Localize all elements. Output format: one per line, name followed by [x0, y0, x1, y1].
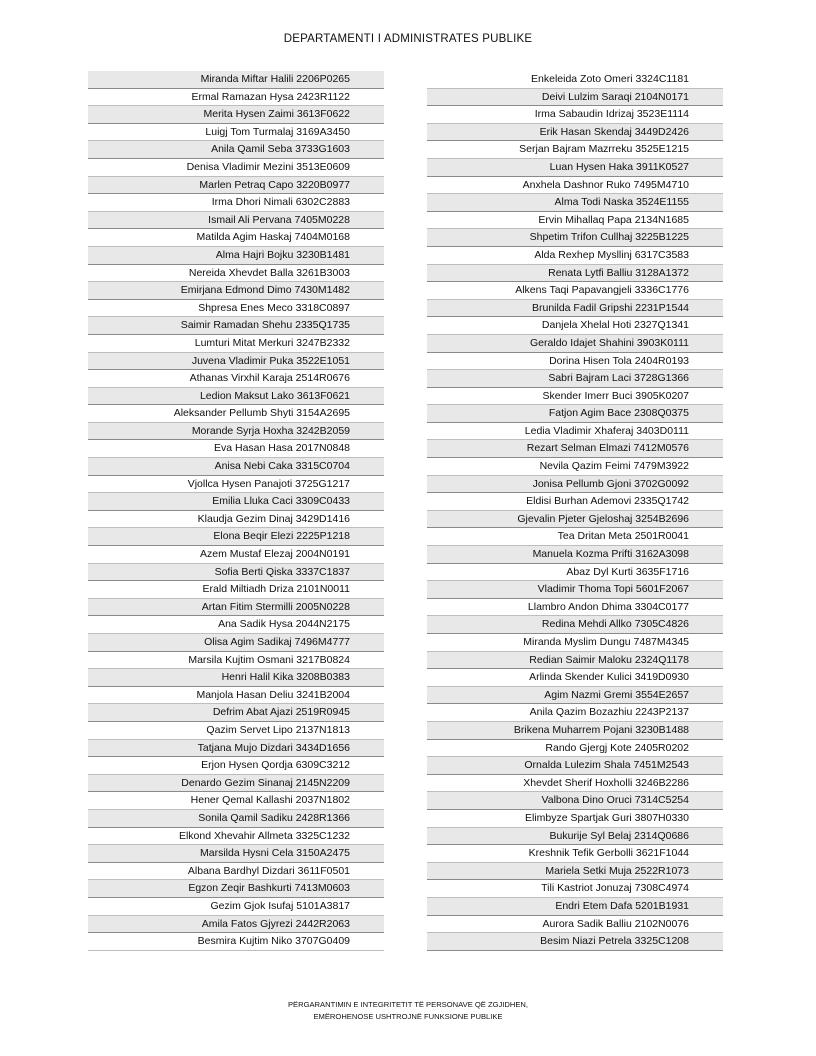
list-item: Merita Hysen Zaimi 3613F0622	[88, 106, 384, 124]
list-item: Agim Nazmi Gremi 3554E2657	[427, 687, 723, 705]
list-item: Artan Fitim Stermilli 2005N0228	[88, 599, 384, 617]
list-item: Deivi Lulzim Saraqi 2104N0171	[427, 89, 723, 107]
list-item: Redina Mehdi Allko 7305C4826	[427, 616, 723, 634]
list-item: Nevila Qazim Feimi 7479M3922	[427, 458, 723, 476]
list-item: Marsila Kujtim Osmani 3217B0824	[88, 652, 384, 670]
footer-line-1: PËRGARANTIMIN E INTEGRITETIT TË PERSONAVE QË ZGJIDHEN,	[287, 1000, 529, 1009]
list-item: Eldisi Burhan Ademovi 2335Q1742	[427, 493, 723, 511]
list-item: Athanas Virxhil Karaja 2514R0676	[88, 370, 384, 388]
list-item: Besmira Kujtim Niko 3707G0409	[88, 933, 384, 951]
list-item: Elkond Xhevahir Allmeta 3325C1232	[88, 828, 384, 846]
list-item: Renata Lytfi Balliu 3128A1372	[427, 265, 723, 283]
list-item: Eva Hasan Hasa 2017N0848	[88, 440, 384, 458]
page-title: DEPARTAMENTI I ADMINISTRATES PUBLIKE	[283, 33, 533, 45]
list-item: Morande Syrja Hoxha 3242B2059	[88, 423, 384, 441]
list-item: Rezart Selman Elmazi 7412M0576	[427, 440, 723, 458]
list-item: Denardo Gezim Sinanaj 2145N2209	[88, 775, 384, 793]
list-item: Anila Qazim Bozazhiu 2243P2137	[427, 704, 723, 722]
list-item: Jonisa Pellumb Gjoni 3702G0092	[427, 476, 723, 494]
list-item: Elimbyze Spartjak Guri 3807H0330	[427, 810, 723, 828]
list-item: Brikena Muharrem Pojani 3230B1488	[427, 722, 723, 740]
list-item: Ledia Vladimir Xhaferaj 3403D0111	[427, 423, 723, 441]
list-item: Elona Beqir Elezi 2225P1218	[88, 528, 384, 546]
list-item: Ermal Ramazan Hysa 2423R1122	[88, 89, 384, 107]
list-item: Danjela Xhelal Hoti 2327Q1341	[427, 317, 723, 335]
list-item: Tatjana Mujo Dizdari 3434D1656	[88, 740, 384, 758]
list-item: Alkens Taqi Papavangjeli 3336C1776	[427, 282, 723, 300]
list-item: Albana Bardhyl Dizdari 3611F0501	[88, 863, 384, 881]
list-item: Erik Hasan Skendaj 3449D2426	[427, 124, 723, 142]
list-item: Emirjana Edmond Dimo 7430M1482	[88, 282, 384, 300]
list-item: Luigj Tom Turmalaj 3169A3450	[88, 124, 384, 142]
list-item: Skender Imerr Buci 3905K0207	[427, 388, 723, 406]
list-item: Serjan Bajram Mazrreku 3525E1215	[427, 141, 723, 159]
list-item: Egzon Zeqir Bashkurti 7413M0603	[88, 880, 384, 898]
list-item: Redian Saimir Maloku 2324Q1178	[427, 652, 723, 670]
list-item: Emilia Lluka Caci 3309C0433	[88, 493, 384, 511]
list-item: Qazim Servet Lipo 2137N1813	[88, 722, 384, 740]
list-item: Llambro Andon Dhima 3304C0177	[427, 599, 723, 617]
list-item: Gezim Gjok Isufaj 5101A3817	[88, 898, 384, 916]
list-item: Marlen Petraq Capo 3220B0977	[88, 177, 384, 195]
list-item: Hener Qemal Kallashi 2037N1802	[88, 792, 384, 810]
list-item: Ismail Ali Pervana 7405M0228	[88, 212, 384, 230]
list-item: Anila Qamil Seba 3733G1603	[88, 141, 384, 159]
list-item: Amila Fatos Gjyrezi 2442R2063	[88, 916, 384, 934]
list-item: Azem Mustaf Elezaj 2004N0191	[88, 546, 384, 564]
list-item: Geraldo Idajet Shahini 3903K0111	[427, 335, 723, 353]
list-item: Miranda Miftar Halili 2206P0265	[88, 71, 384, 89]
page-footer	[0, 999, 816, 1023]
list-item: Alda Rexhep Mysllinj 6317C3583	[427, 247, 723, 265]
list-item: Aurora Sadik Balliu 2102N0076	[427, 916, 723, 934]
list-item: Tea Dritan Meta 2501R0041	[427, 528, 723, 546]
footer-line-2: EMËROHENOSE USHTROJNË FUNKSIONE PUBLIKE	[313, 1012, 503, 1021]
list-item: Olisa Agim Sadikaj 7496M4777	[88, 634, 384, 652]
list-item: Dorina Hisen Tola 2404R0193	[427, 353, 723, 371]
list-item: Vjollca Hysen Panajoti 3725G1217	[88, 476, 384, 494]
list-item: Erjon Hysen Qordja 6309C3212	[88, 757, 384, 775]
list-item: Gjevalin Pjeter Gjeloshaj 3254B2696	[427, 511, 723, 529]
list-item: Lumturi Mitat Merkuri 3247B2332	[88, 335, 384, 353]
list-item: Ornalda Lulezim Shala 7451M2543	[427, 757, 723, 775]
list-item: Luan Hysen Haka 3911K0527	[427, 159, 723, 177]
list-item: Irma Dhori Nimali 6302C2883	[88, 194, 384, 212]
list-item: Arlinda Skender Kulici 3419D0930	[427, 669, 723, 687]
list-item: Shpresa Enes Meco 3318C0897	[88, 300, 384, 318]
list-item: Nereida Xhevdet Balla 3261B3003	[88, 265, 384, 283]
list-item: Vladimir Thoma Topi 5601F2067	[427, 581, 723, 599]
list-item: Shpetim Trifon Cullhaj 3225B1225	[427, 229, 723, 247]
list-item: Ervin Mihallaq Papa 2134N1685	[427, 212, 723, 230]
list-item: Irma Sabaudin Idrizaj 3523E1114	[427, 106, 723, 124]
list-item: Manjola Hasan Deliu 3241B2004	[88, 687, 384, 705]
list-item: Brunilda Fadil Gripshi 2231P1544	[427, 300, 723, 318]
list-item: Miranda Myslim Dungu 7487M4345	[427, 634, 723, 652]
list-item: Matilda Agim Haskaj 7404M0168	[88, 229, 384, 247]
list-item: Valbona Dino Oruci 7314C5254	[427, 792, 723, 810]
list-item: Tili Kastriot Jonuzaj 7308C4974	[427, 880, 723, 898]
left-name-list	[88, 71, 384, 951]
list-item: Rando Gjergj Kote 2405R0202	[427, 740, 723, 758]
list-item: Endri Etem Dafa 5201B1931	[427, 898, 723, 916]
list-item: Fatjon Agim Bace 2308Q0375	[427, 405, 723, 423]
list-item: Denisa Vladimir Mezini 3513E0609	[88, 159, 384, 177]
list-item: Alma Hajri Bojku 3230B1481	[88, 247, 384, 265]
list-item: Sofia Berti Qiska 3337C1837	[88, 564, 384, 582]
list-item: Enkeleida Zoto Omeri 3324C1181	[427, 71, 723, 89]
list-item: Klaudja Gezim Dinaj 3429D1416	[88, 511, 384, 529]
list-item: Ana Sadik Hysa 2044N2175	[88, 616, 384, 634]
list-item: Defrim Abat Ajazi 2519R0945	[88, 704, 384, 722]
right-name-list	[427, 71, 723, 951]
list-item: Anxhela Dashnor Ruko 7495M4710	[427, 177, 723, 195]
list-item: Besim Niazi Petrela 3325C1208	[427, 933, 723, 951]
list-item: Aleksander Pellumb Shyti 3154A2695	[88, 405, 384, 423]
list-item: Sabri Bajram Laci 3728G1366	[427, 370, 723, 388]
list-item: Sonila Qamil Sadiku 2428R1366	[88, 810, 384, 828]
list-item: Abaz Dyl Kurti 3635F1716	[427, 564, 723, 582]
list-item: Marsilda Hysni Cela 3150A2475	[88, 845, 384, 863]
list-item: Xhevdet Sherif Hoxholli 3246B2286	[427, 775, 723, 793]
list-item: Anisa Nebi Caka 3315C0704	[88, 458, 384, 476]
list-item: Juvena Vladimir Puka 3522E1051	[88, 353, 384, 371]
list-item: Henri Halil Kika 3208B0383	[88, 669, 384, 687]
list-item: Ledion Maksut Lako 3613F0621	[88, 388, 384, 406]
list-item: Kreshnik Tefik Gerbolli 3621F1044	[427, 845, 723, 863]
list-item: Bukurije Syl Belaj 2314Q0686	[427, 828, 723, 846]
list-item: Saimir Ramadan Shehu 2335Q1735	[88, 317, 384, 335]
list-item: Alma Todi Naska 3524E1155	[427, 194, 723, 212]
list-item: Erald Miltiadh Driza 2101N0011	[88, 581, 384, 599]
list-item: Manuela Kozma Prifti 3162A3098	[427, 546, 723, 564]
list-item: Mariela Setki Muja 2522R1073	[427, 863, 723, 881]
